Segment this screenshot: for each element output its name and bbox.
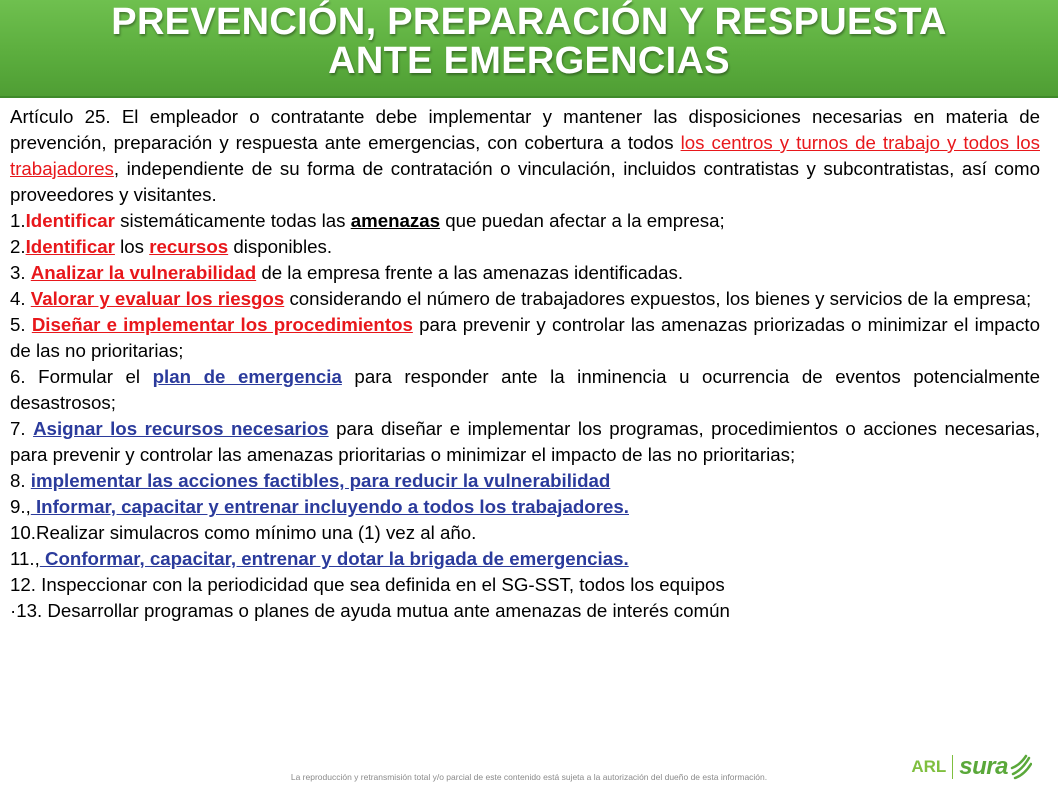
list-item-10: 10.Realizar simulacros como mínimo una (1) vez al año. — [10, 522, 477, 543]
item-keyword: Asignar los recursos necesarios — [33, 418, 329, 439]
list-item-2 — [10, 234, 1040, 260]
item-text: los — [114, 236, 150, 257]
logo-brand-text: sura — [959, 753, 1008, 780]
item-text: de la empresa frente a las amenazas identificadas. — [256, 262, 684, 283]
list-item-13: ·13. Desarrollar programas o planes de ayuda mutua ante amenazas de interés común — [10, 600, 730, 621]
item-keyword: Identificar — [25, 210, 115, 231]
list-item-4 — [10, 286, 1040, 312]
item-text: que puedan afectar a la empresa; — [440, 210, 725, 231]
item-number: 5. — [10, 314, 32, 335]
item-keyword: implementar las acciones factibles, para reducir la vulnerabilidad — [30, 470, 611, 491]
item-keyword: Informar, capacitar y entrenar incluyendo a todos los trabajadores. — [30, 496, 629, 517]
list-item-3 — [10, 260, 1040, 286]
intro-text-a: Artículo 25. El empleador o contratante debe implementar y mantener las disposiciones necesarias en materia de prevención, preparación y respuesta ante emergencias, con cobertura a todos — [10, 106, 1040, 153]
item-keyword-2: amenazas — [350, 210, 441, 231]
article-body — [10, 104, 1040, 624]
intro-text-b: , independiente de su forma de contratación o vinculación, incluidos contratistas y subcontratistas, así como proveedores y visitantes. — [10, 158, 1040, 205]
item-text: para responder ante la inminencia u ocurrencia de eventos potencialmente desastrosos; — [10, 366, 1041, 413]
item-keyword: Conformar, capacitar, entrenar y dotar la brigada de emergencias. — [39, 548, 629, 569]
item-number: 3. — [10, 262, 31, 283]
item-keyword: Valorar y evaluar los riesgos — [30, 288, 285, 309]
item-text: para prevenir y controlar las amenazas priorizadas o minimizar el impacto de las no prioritarias; — [10, 314, 1041, 361]
item-number: 9., — [10, 496, 31, 517]
item-keyword: Analizar la vulnerabilidad — [30, 262, 257, 283]
list-item-5 — [10, 312, 1040, 364]
item-number: 1. — [10, 210, 26, 231]
item-number: 11., — [10, 548, 40, 569]
item-keyword: plan de emergencia — [152, 366, 342, 387]
item-number: 2. — [10, 236, 26, 257]
logo-arl-text: ARL — [911, 757, 947, 776]
item-text: 6. Formular el — [10, 366, 153, 387]
title-banner — [0, 0, 1058, 98]
item-keyword: Identificar — [25, 236, 115, 257]
copyright-notice: La reproducción y retransmisión total y/o parcial de este contenido está sujeta a la autorización del dueño de esta información. — [290, 772, 768, 782]
item-number: 7. — [10, 418, 34, 439]
list-item-12: 12. Inspeccionar con la periodicidad que sea definida en el SG-SST, todos los equipos — [10, 574, 725, 595]
item-keyword-2: recursos — [149, 236, 229, 257]
item-text: para diseñar e implementar los programas, procedimientos o acciones necesarias, para prevenir y controlar las amenazas prioritarias o minimizar el impacto de las no prioritarias; — [10, 418, 1041, 465]
list-item-7 — [10, 416, 1040, 468]
item-number: 4. — [10, 288, 31, 309]
logo-divider — [952, 755, 953, 779]
swoosh-icon — [1010, 754, 1032, 780]
brand-logo — [911, 750, 1032, 784]
list-item-8 — [10, 468, 1040, 494]
item-text: considerando el número de trabajadores expuestos, los bienes y servicios de la empresa; — [284, 288, 1032, 309]
page-title — [0, 3, 1058, 81]
article-intro — [10, 104, 1040, 208]
list-item-1 — [10, 208, 1040, 234]
item-number: 8. — [10, 470, 31, 491]
item-text: disponibles. — [228, 236, 333, 257]
page-title-line-1: PREVENCIÓN, PREPARACIÓN Y RESPUESTA — [111, 1, 947, 43]
list-item-6 — [10, 364, 1040, 416]
list-item-11 — [10, 546, 1040, 572]
intro-highlight: los centros y turnos de trabajo y todos los trabajadores — [10, 132, 1040, 179]
item-text: sistemáticamente todas las — [114, 210, 351, 231]
page-title-line-2: ANTE EMERGENCIAS — [328, 40, 730, 82]
item-keyword: Diseñar e implementar los procedimientos — [31, 314, 413, 335]
list-item-9 — [10, 494, 1040, 520]
